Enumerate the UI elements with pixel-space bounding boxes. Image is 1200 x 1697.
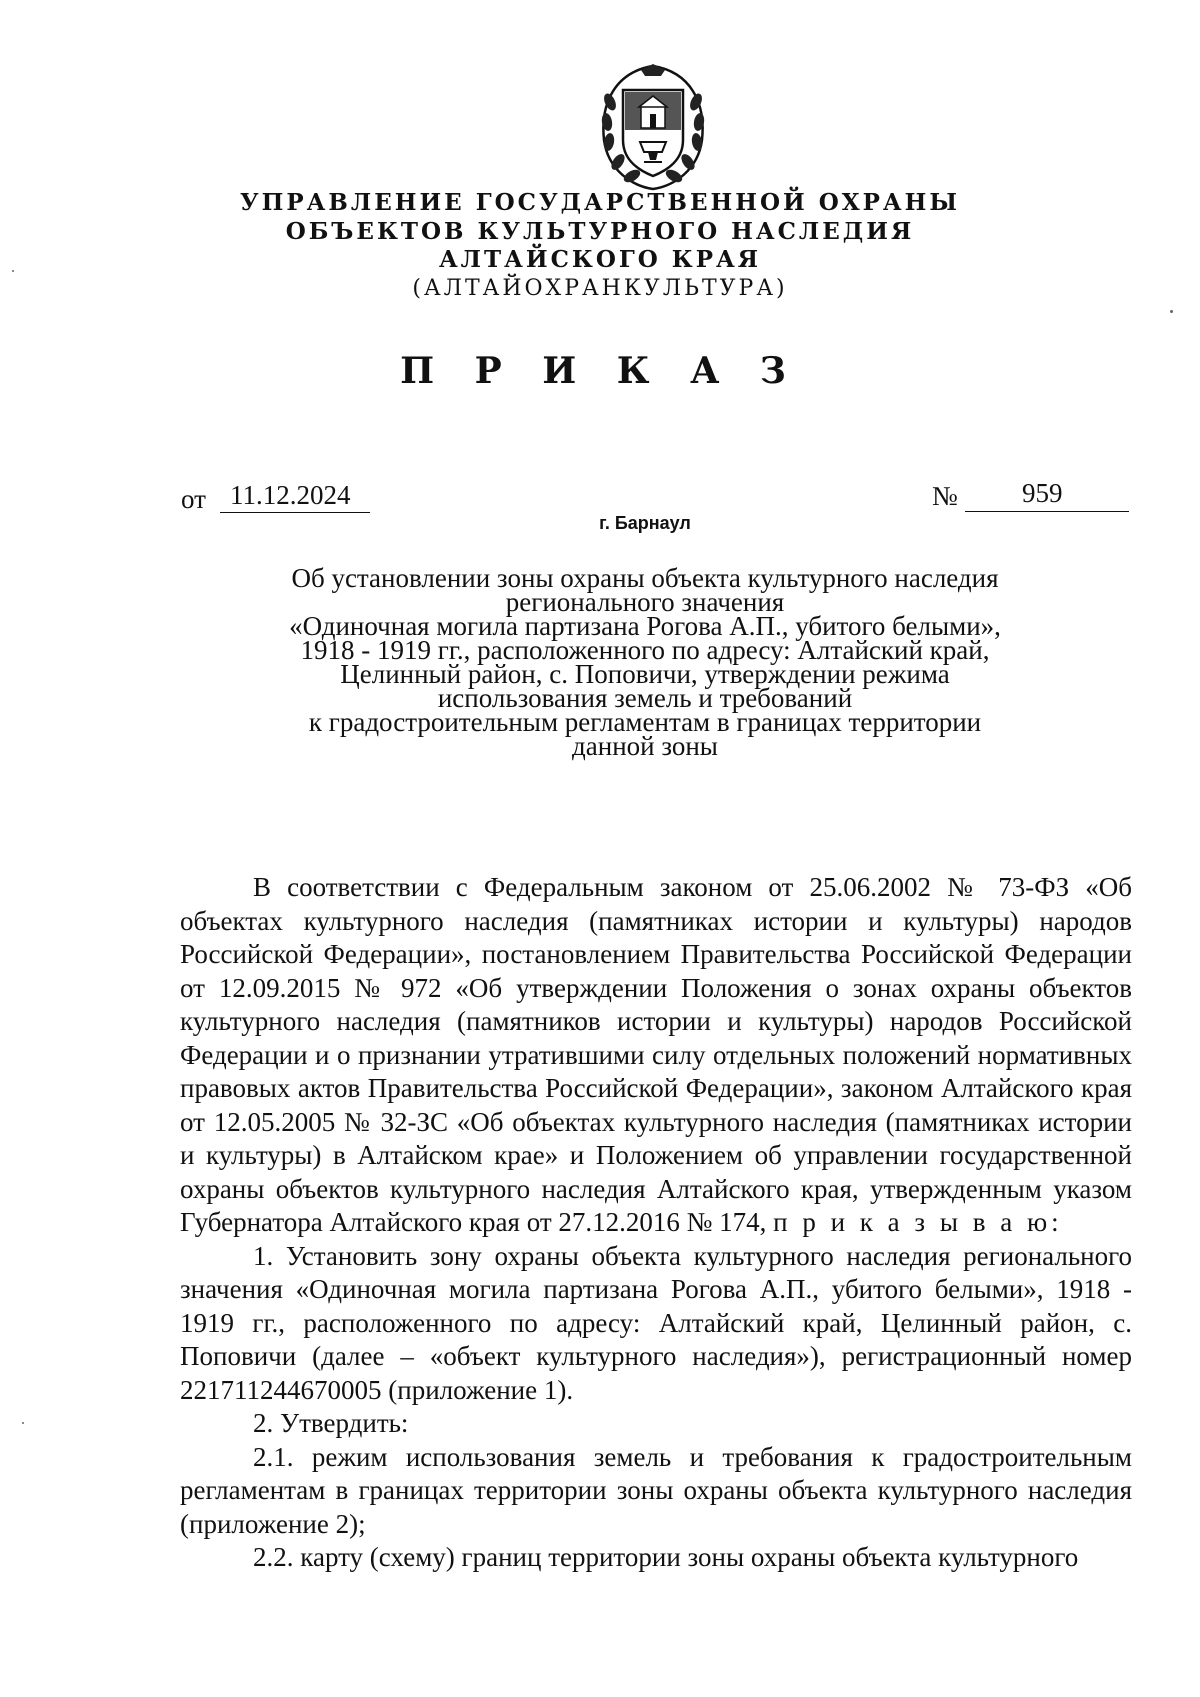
title-line: к градостроительным регламентам в границах территории	[308, 707, 982, 737]
scan-speck	[1170, 310, 1173, 313]
item-2-1-paragraph: 2.1. режим использования земель и требования к градостроительным регламентам в границах территории зоны охраны объекта культурного наследия (приложение 2);	[180, 1441, 1132, 1539]
city-label: г. Барнаул	[599, 513, 691, 533]
document-type-heading: П Р И К А З	[400, 350, 800, 392]
coat-of-arms-emblem	[596, 62, 710, 192]
item-2-paragraph: 2. Утвердить:	[253, 1408, 409, 1438]
number-underline	[965, 511, 1129, 512]
preamble-paragraph	[180, 871, 1132, 1240]
organization-short-name: (АЛТАЙОХРАНКУЛЬТУРА)	[412, 276, 788, 301]
title-line: данной зоны	[572, 731, 718, 761]
order-title	[250, 563, 1040, 761]
title-line: Целинный район, с. Поповичи, утверждении режима	[340, 659, 950, 689]
preamble-text: В соответствии с Федеральным законом от 25.06.2002 № 73-ФЗ «Об объектах культурного наследия (памятниках истории и культуры) народов Российской Федерации», постановлением Правительства Российской Федерации от 12.09.2015 № 972 «Об утверждении Положения о зонах охраны объектов культурного наследия (памятников истории и культуры) народов Российской Федерации и о признании утратившими силу отдельных положений нормативных правовых актов Правительства Российской Федерации», законом Алтайского края от 12.05.2005 № 32-ЗС «Об объектах культурного наследия (памятниках истории и культуры) в Алтайском крае» и Положением об управлении государственной охраны объектов культурного наследия Алтайского края, утвержденным указом Губернатора Алтайского края от 27.12.2016 № 174,	[180, 872, 1132, 1237]
organization-name-line-3: АЛТАЙСКОГО КРАЯ	[438, 246, 762, 273]
scan-speck	[12, 270, 14, 272]
item-2-2-paragraph: 2.2. карту (схему) границ территории зоны охраны объекта культурного	[253, 1542, 1079, 1572]
organization-name-line-2: ОБЪЕКТОВ КУЛЬТУРНОГО НАСЛЕДИЯ	[285, 218, 915, 245]
date-prefix: от	[181, 484, 206, 514]
number-prefix: №	[932, 481, 958, 511]
title-line: регионального значения	[505, 587, 785, 617]
document-number: 959	[1022, 478, 1063, 508]
item-1-paragraph: 1. Установить зону охраны объекта культурного наследия регионального значения «Одиночная могила партизана Рогова А.П., убитого белыми», 1918 - 1919 гг., расположенного по адресу: Алтайский край, Целинный район, с. Поповичи (далее – «объект культурного наследия»), регистрационный номер 221711244670005 (приложение 1).	[180, 1240, 1132, 1405]
title-line: 1918 - 1919 гг., расположенного по адресу: Алтайский край,	[300, 635, 990, 665]
title-line: «Одиночная могила партизана Рогова А.П., убитого белыми»,	[289, 611, 1001, 641]
order-word: п р и к а з ы в а ю:	[773, 1207, 1063, 1237]
scan-speck	[22, 1422, 24, 1424]
document-date: 11.12.2024	[230, 480, 351, 510]
organization-name-line-1: УПРАВЛЕНИЕ ГОСУДАРСТВЕННОЙ ОХРАНЫ	[240, 189, 960, 216]
title-line: использования земель и требований	[437, 683, 853, 713]
title-line: Об установлении зоны охраны объекта культурного наследия	[291, 563, 999, 593]
order-body	[180, 871, 1132, 1575]
